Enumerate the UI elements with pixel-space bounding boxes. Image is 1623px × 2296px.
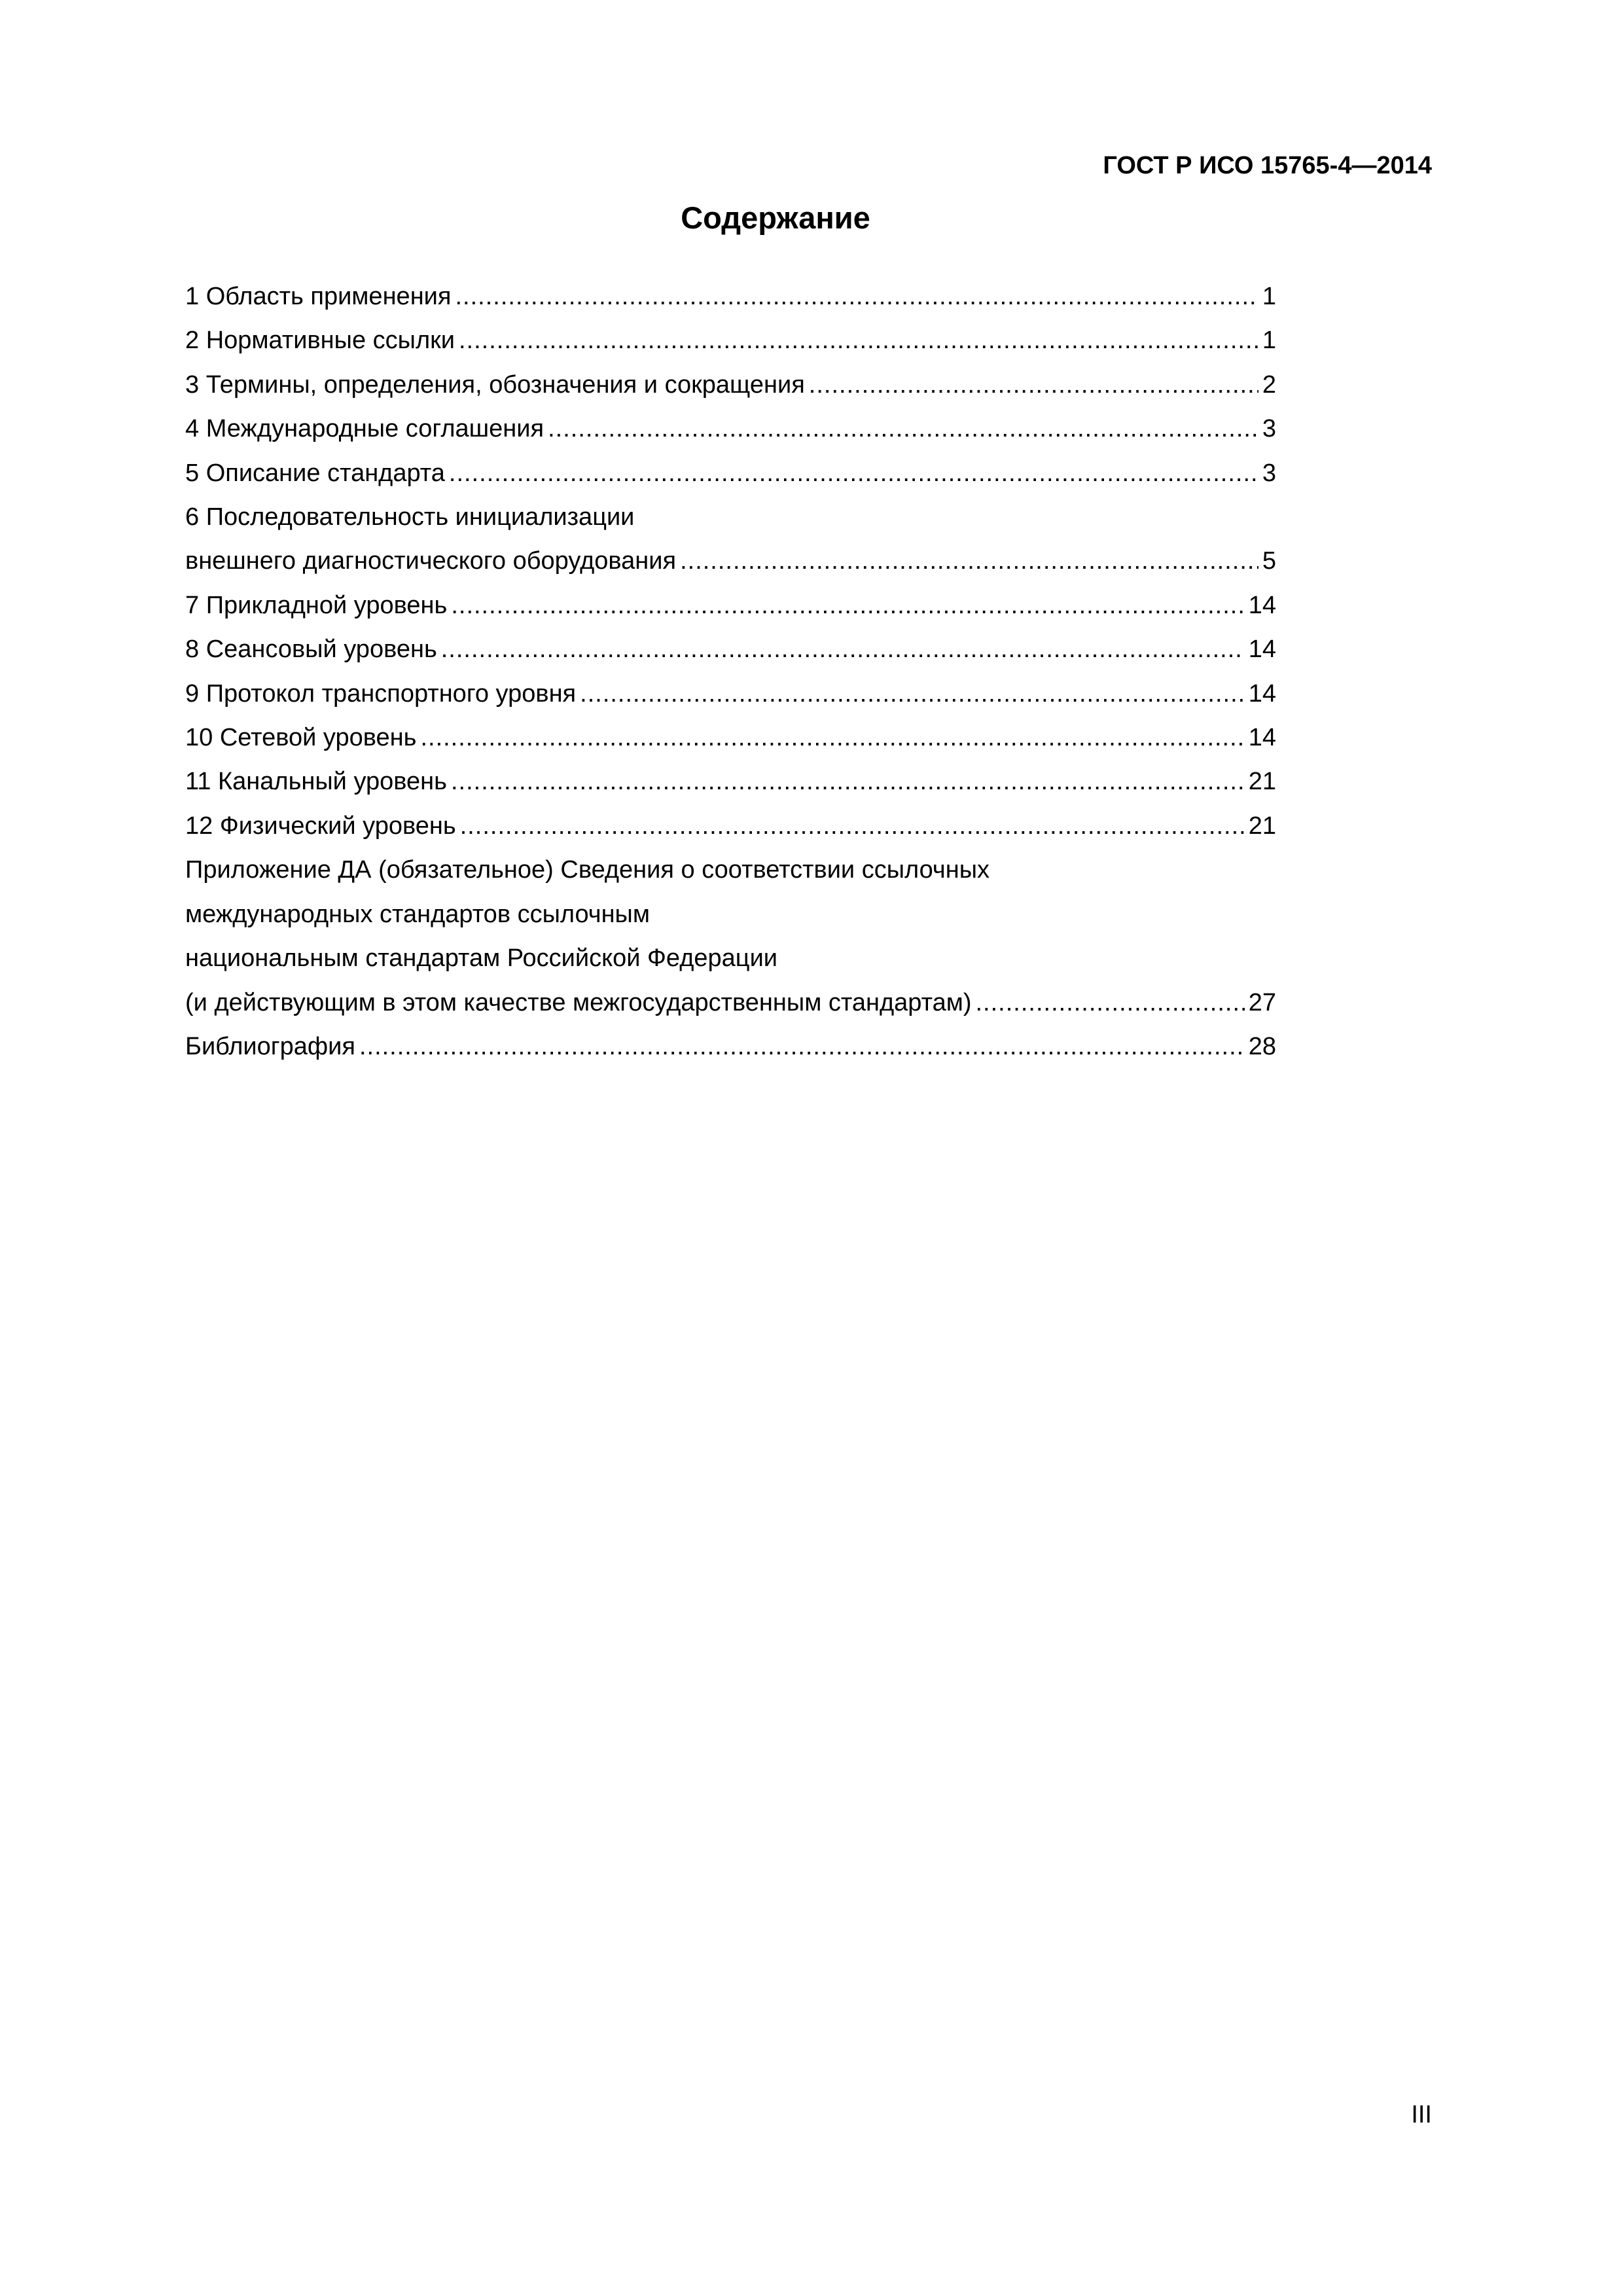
dot-leader [976, 981, 1245, 1025]
toc-entry-text-line: национальным стандартам Российской Федерации [185, 944, 778, 973]
toc-entry[interactable] [185, 1025, 1276, 1069]
toc-entry-page: 21 [1248, 768, 1276, 796]
toc-entry-line [185, 584, 1276, 628]
toc-entry-page: 14 [1248, 679, 1276, 708]
toc-entry-title: Библиография [185, 1032, 355, 1060]
toc-entry-title: 12 Физический уровень [185, 812, 456, 840]
toc-entry-title: 9 Протокол транспортного уровня [185, 679, 577, 708]
toc-entry-title: 2 Нормативные ссылки [185, 327, 455, 355]
toc-entry[interactable] [185, 760, 1276, 804]
toc-entry-text-line: международных стандартов ссылочным [185, 900, 650, 928]
toc-entry-page: 1 [1262, 327, 1276, 355]
toc-title: Содержание [681, 200, 870, 235]
page-number: III [1411, 2101, 1432, 2128]
toc-entry-line [185, 672, 1276, 716]
toc-entry-page: 27 [1248, 988, 1276, 1016]
toc-entry[interactable] [185, 628, 1276, 672]
toc-entry-page: 28 [1248, 1032, 1276, 1060]
toc-entry-line [185, 539, 1276, 583]
toc-entry-line [185, 275, 1276, 319]
dot-leader [809, 363, 1258, 407]
toc-entry-page: 21 [1248, 812, 1276, 840]
toc-entry-title: (и действующим в этом качестве межгосударственным стандартам) [185, 988, 972, 1016]
toc-entry-line [185, 716, 1276, 760]
toc-entry[interactable] [185, 275, 1276, 319]
document-code: ГОСТ Р ИСО 15765-4—2014 [1103, 152, 1432, 179]
toc-entry[interactable] [185, 495, 1276, 584]
toc-entry-page: 5 [1262, 547, 1276, 575]
toc-entry-line [185, 760, 1276, 804]
toc-entry-text-line: 6 Последовательность инициализации [185, 503, 635, 531]
toc-entry-title: 1 Область применения [185, 283, 452, 310]
toc-entry-line [185, 628, 1276, 672]
dot-leader [441, 628, 1245, 672]
toc-entry-line [185, 452, 1276, 495]
toc-entry-title: 4 Международные соглашения [185, 415, 544, 443]
toc-entry[interactable] [185, 804, 1276, 848]
toc-entry-line [185, 981, 1276, 1025]
dot-leader [449, 452, 1258, 495]
toc-entry-title: 7 Прикладной уровень [185, 591, 448, 619]
toc-entry-line [185, 319, 1276, 363]
toc-entry[interactable] [185, 363, 1276, 407]
dot-leader [459, 319, 1258, 363]
toc-entry-page: 14 [1248, 724, 1276, 752]
toc-entry[interactable] [185, 452, 1276, 495]
toc-entry-page: 14 [1248, 591, 1276, 619]
toc-entry-text-line: Приложение ДА (обязательное) Сведения о соответствии ссылочных [185, 856, 990, 884]
toc-entry-line [185, 1025, 1276, 1069]
dot-leader [451, 584, 1244, 628]
toc-entry-title: 10 Сетевой уровень [185, 724, 417, 752]
dot-leader [548, 407, 1258, 451]
toc-entry[interactable] [185, 672, 1276, 716]
toc-entry-title: 5 Описание стандарта [185, 459, 445, 487]
dot-leader [359, 1025, 1245, 1069]
toc-entry-line [185, 407, 1276, 451]
toc-entry-title: 11 Канальный уровень [185, 768, 447, 796]
toc-entry-line [185, 804, 1276, 848]
toc-entry-line [185, 363, 1276, 407]
toc-entry-title: 3 Термины, определения, обозначения и сокращения [185, 370, 805, 399]
dot-leader [580, 672, 1245, 716]
toc-entry[interactable] [185, 584, 1276, 628]
toc-entry-page: 1 [1262, 283, 1276, 310]
toc-entry-title: 8 Сеансовый уровень [185, 636, 437, 664]
toc-entry[interactable] [185, 319, 1276, 363]
table-of-contents [185, 275, 1276, 1069]
toc-entry-page: 14 [1248, 636, 1276, 664]
toc-entry-title: внешнего диагностического оборудования [185, 547, 677, 575]
dot-leader [420, 716, 1244, 760]
dot-leader [460, 804, 1245, 848]
dot-leader [451, 760, 1245, 804]
dot-leader [455, 275, 1258, 319]
toc-entry-page: 3 [1262, 415, 1276, 443]
dot-leader [680, 539, 1258, 583]
toc-entry-page: 2 [1262, 370, 1276, 399]
toc-entry[interactable] [185, 407, 1276, 451]
toc-entry-page: 3 [1262, 459, 1276, 487]
toc-entry[interactable] [185, 716, 1276, 760]
toc-entry[interactable] [185, 848, 1276, 1025]
